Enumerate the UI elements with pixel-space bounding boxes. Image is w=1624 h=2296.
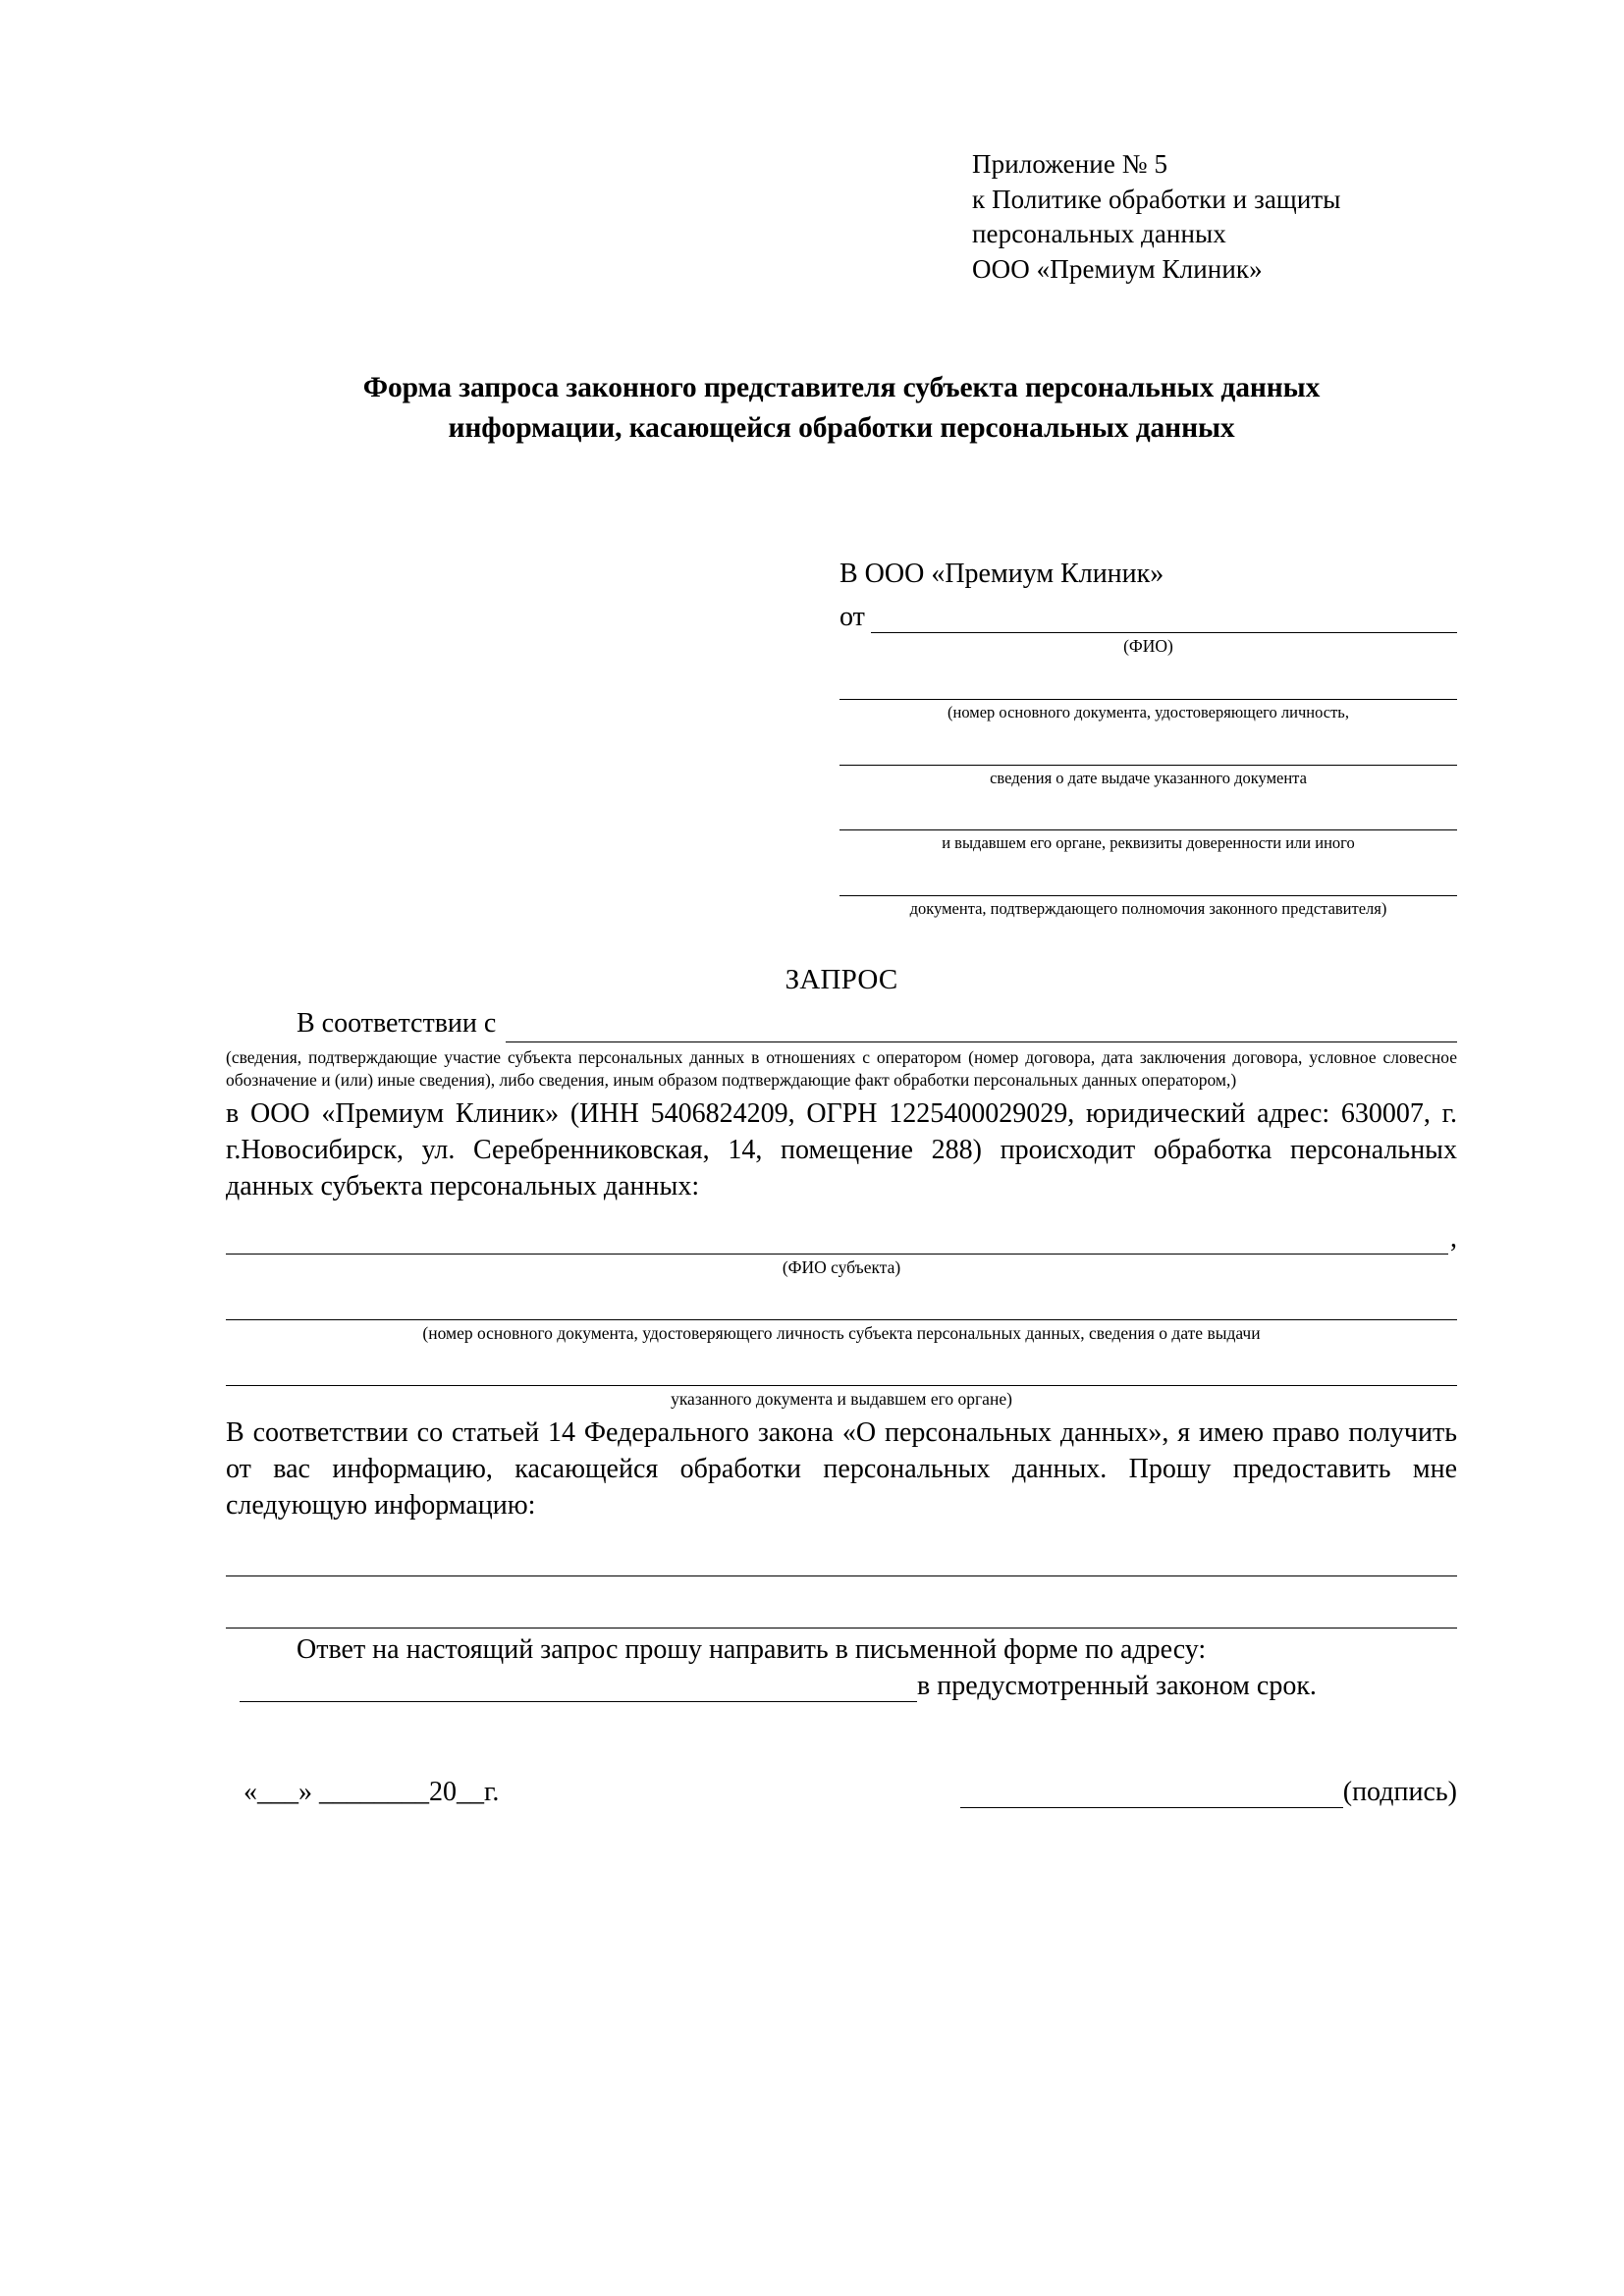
in-accordance-note: (сведения, подтверждающие участие субъекта персональных данных в отношениях с оператором (номер договора, дата заключения договора, условное словесное обозначение и (или) иные сведения), либо сведения, иным образом подтверждающие факт обработки персональных данных оператором,) — [226, 1046, 1457, 1090]
in-accordance-label: В соответствии с — [297, 1008, 497, 1040]
organization-paragraph: в ООО «Премиум Клиник» (ИНН 5406824209, ОГРН 1225400029029, юридический адрес: 630007, г. г.Новосибирск, ул. Серебренниковская, 14, помещение 288) происходит обработка персональных данных субъекта персональных данных: — [226, 1098, 1457, 1202]
subject-fio-field[interactable] — [226, 1226, 1448, 1255]
requested-info-field-1[interactable] — [226, 1542, 1457, 1576]
doc-issuer-field[interactable] — [839, 800, 1457, 830]
caption-subject-doc-1: (номер основного документа, удостоверяющего личность субъекта персональных данных, сведения о дате выдачи — [422, 1323, 1261, 1344]
date-field[interactable]: «___» ________20__г. — [244, 1777, 500, 1808]
answer-address-field[interactable] — [240, 1674, 917, 1702]
subject-fio-comma: , — [1450, 1223, 1457, 1255]
from-label: от — [839, 602, 865, 633]
signature-cell — [636, 1777, 1457, 1808]
caption-subject-doc-2: указанного документа и выдавшем его органе) — [671, 1389, 1012, 1410]
in-accordance-row — [226, 1006, 1457, 1041]
appendix-company: ООО «Премиум Клиник» — [972, 253, 1263, 284]
page-title-line-2: информации, касающейся обработки персональных данных — [448, 411, 1235, 444]
law-paragraph: В соответствии со статьей 14 Федерального закона «О персональных данных», я имею право получить от вас информацию, касающейся обработки персональных данных. Прошу предоставить мне следующую информацию: — [226, 1417, 1457, 1522]
signature-field[interactable] — [960, 1782, 1343, 1808]
from-name-field[interactable] — [871, 607, 1457, 633]
appendix-policy-line-2: персональных данных — [972, 219, 1226, 249]
answer-term-text: в предусмотренный законом срок. — [917, 1671, 1317, 1702]
caption-doc-2: сведения о дате выдаче указанного документа — [990, 768, 1307, 787]
subject-doc-field-2[interactable] — [226, 1356, 1457, 1386]
caption-fio: (ФИО) — [1123, 636, 1173, 657]
caption-doc-1: (номер основного документа, удостоверяющего личность, — [947, 702, 1349, 721]
in-accordance-field[interactable] — [506, 1016, 1457, 1042]
request-heading: ЗАПРОС — [785, 964, 898, 996]
page-title — [226, 368, 1457, 450]
subject-doc-field-1[interactable] — [226, 1290, 1457, 1320]
signature-block — [226, 1777, 1457, 1808]
doc-number-field[interactable] — [839, 669, 1457, 700]
from-row — [839, 602, 1457, 633]
caption-subject-fio: (ФИО субъекта) — [782, 1257, 901, 1278]
answer-paragraph: Ответ на настоящий запрос прошу направить в письменной форме по адресу: — [297, 1634, 1207, 1666]
addressee-org: В ООО «Премиум Клиник» — [839, 559, 1164, 590]
appendix-number: Приложение № 5 — [972, 149, 1168, 179]
page-title-line-1: Форма запроса законного представителя субъекта персональных данных — [362, 371, 1321, 403]
requested-info-field-2[interactable] — [226, 1594, 1457, 1629]
caption-doc-4: документа, подтверждающего полномочия законного представителя) — [909, 898, 1387, 918]
subject-fio-row — [226, 1223, 1457, 1255]
signature-label: (подпись) — [1342, 1777, 1457, 1808]
caption-doc-3: и выдавшем его органе, реквизиты доверенности или иного — [942, 833, 1355, 853]
appendix-header — [972, 147, 1457, 288]
doc-authority-field[interactable] — [839, 866, 1457, 896]
appendix-policy-line-1: к Политике обработки и защиты — [972, 184, 1341, 214]
addressee-block — [839, 559, 1457, 919]
answer-address-row — [226, 1671, 1457, 1702]
doc-date-field[interactable] — [839, 735, 1457, 766]
